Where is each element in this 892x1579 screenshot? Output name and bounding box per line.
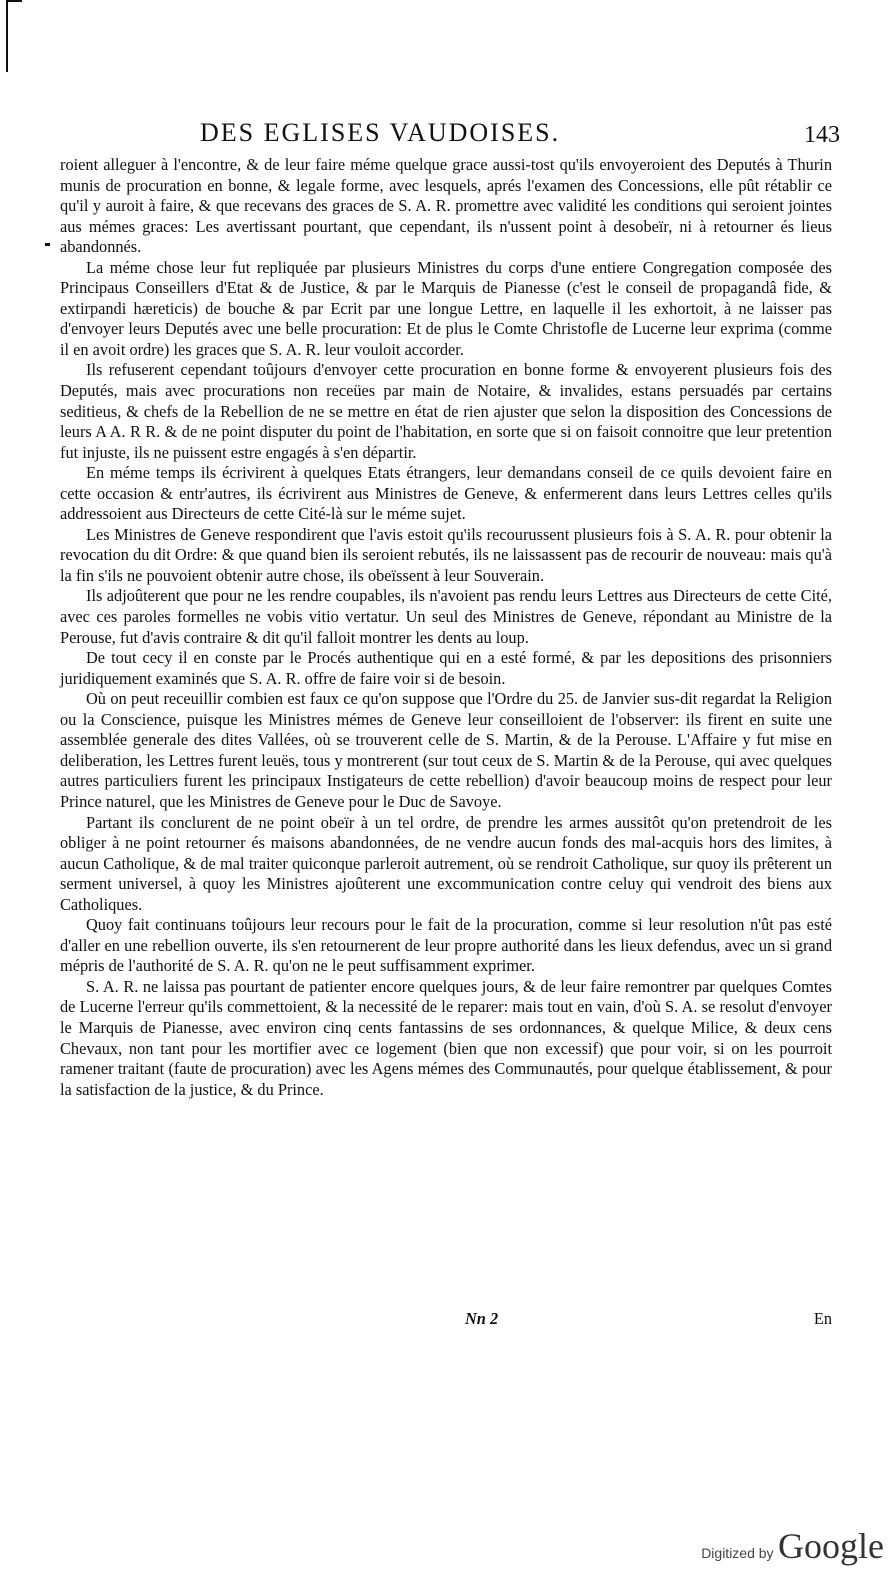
paragraph-7: De tout cecy il en conste par le Procés authentique qui en a esté formé, & par les depositions des prisonniers juridiquement examinés que S. A. R. offre de faire voir si de besoin. [60, 648, 832, 688]
paragraph-3: Ils refuserent cependant toûjours d'envoyer cette procuration en bonne forme & envoyerent plusieurs fois des Deputés, mais avec procurations non receües par main de Notaire, & invalides, estans persuadés par certains seditieus, & chefs de la Rebellion de ne se mettre en état de rien ajuster que selon la disposition des Concessions de leurs A A. R R. & de ne point disputer du point de l'habitation, en sorte que si on faisoit connoitre que leur pretention fut injuste, ils ne puissent estre engagés à s'en départir. [60, 360, 832, 462]
page-footer [60, 1308, 832, 1330]
paragraph-1: roient alleguer à l'encontre, & de leur faire méme quelque grace aussi-tost qu'ils envoyeroient des Deputés à Thurin munis de procuration en bonne, & legale forme, avec lesquels, aprés l'examen des Concessions, elle pût rétablir ce qu'il y auroit à faire, & que recevans des graces de S. A. R. promettre avec validité les conditions qui seroient jointes aus mémes graces: Les avertissant pourtant, que cependant, ils n'ussent point à desobeïr, ni à retourner és lieus abandonnés. [60, 155, 832, 257]
watermark-brand: Google [778, 1526, 884, 1566]
paragraph-8: Où on peut receuillir combien est faux ce qu'on suppose que l'Ordre du 25. de Janvier sus-dit regardat la Religion ou la Conscience, puisque les Ministres mémes de Geneve leur conseilloient de l'observer: ils firent en suite une assemblée generale des dites Vallées, où se trouverent celle de S. Martin, & de la Perouse. L'Affaire y fut mise en deliberation, les Lettres furent leuës, tous y montrerent (sur tout ceux de S. Martin & de la Perouse, qui avec quelques autres particuliers furent les principaux Instigateurs de cette rebellion) d'avoir beaucoup moins de respect pour leur Prince naturel, que les Ministres de Geneve pour le Duc de Savoye. [60, 689, 832, 811]
paragraph-6: Ils adjoûterent que pour ne les rendre coupables, ils n'avoient pas rendu leurs Lettres aus Directeurs de cette Cité, avec ces paroles formelles ne vobis vitio vertatur. Un seul des Ministres de Geneve, répondant au Ministre de la Perouse, fut d'avis contraire & dit qu'il falloit montrer les dents au loup. [60, 586, 832, 647]
margin-mark [45, 243, 50, 246]
paragraph-10: Quoy fait continuans toûjours leur recours pour le fait de la procuration, comme si leur resolution n'ût pas esté d'aller en une rebellion ouverte, ils s'en retournerent de leur propre authorité dans les lieux defendus, avec un si grand mépris de l'authorité de S. A. R. qu'on ne le peut suffisamment exprimer. [60, 915, 832, 976]
paragraph-5: Les Ministres de Geneve respondirent que l'avis estoit qu'ils recourussent plusieurs fois à S. A. R. pour obtenir la revocation du dit Ordre: & que quand bien ils seroient rebutés, ils ne laissassent pas de recourir de nouveau: mais qu'à la fin s'ils ne pouvoient obtenir autre chose, ils obeïssent à leur Souverain. [60, 524, 832, 585]
digitization-watermark [701, 1525, 884, 1567]
catchword: En [813, 1309, 832, 1328]
paragraph-2: La méme chose leur fut repliquée par plusieurs Ministres du corps d'une entiere Congregation composée des Principaus Conseillers d'Etat & de Justice, & par le Marquis de Pianesse (c'est le conseil de propagandâ fide, & extirpandi hæreticis) de bouche & par Ecrit par une longue Lettre, en laquelle il les exhortoit, à ne laisser pas d'envoyer leurs Deputés avec une belle procuration: Et de plus le Comte Christofle de Lucerne leur exprima (comme il en avoit ordre) les graces que S. A. R. leur vouloit accorder. [60, 257, 832, 359]
paragraph-9: Partant ils conclurent de ne point obeïr à un tel ordre, de prendre les armes aussitôt qu'on pretendroit de les obliger à ne point retourner és maisons abandonnées, de ne vendre aucun fonds des mal-acquis hors des limites, à aucun Catholique, & de mal traiter quiconque parleroit autrement, où se rendroit Catholique, sur quoy ils prêterent un serment universel, à quoy les Ministres ajoûterent une excommunication contre celuy qui vendroit des biens aux Catholiques. [60, 812, 832, 914]
watermark-prefix: Digitized by [701, 1545, 774, 1561]
paragraph-11: S. A. R. ne laissa pas pourtant de patienter encore quelques jours, & de leur faire remontrer par quelques Comtes de Lucerne l'erreur qu'ils commettoient, & la necessité de le reparer: mais tout en vain, d'où S. A. se resolut d'envoyer le Marquis de Pianesse, avec environ cinq cents fantassins de ses ordonnances, & quelque Milice, & deux cens Chevaux, non tant pour les mortifier avec ce logement (bien que non excessif) que pour voir, si on les pourroit ramener traitant (faute de procuration) avec les Agens mémes des Communautés, pour quelque établissement, & pour la satisfaction de la justice, & du Prince. [60, 976, 832, 1099]
page-number: 143 [804, 122, 840, 148]
page-corner-mark [6, 0, 22, 72]
page-header [60, 118, 840, 152]
signature-mark: Nn 2 [465, 1309, 499, 1328]
running-title: DES EGLISES VAUDOISES. [200, 118, 561, 147]
paragraph-4: En méme temps ils écrivirent à quelques Etats étrangers, leur demandans conseil de ce quils devoient faire en cette occasion & entr'autres, ils écrivirent aus Ministres de Geneve, & enfermerent dans leurs Lettres celles qu'ils addressoient aus Directeurs de cette Cité-là sur le méme sujet. [60, 463, 832, 524]
body-text [60, 155, 832, 1100]
